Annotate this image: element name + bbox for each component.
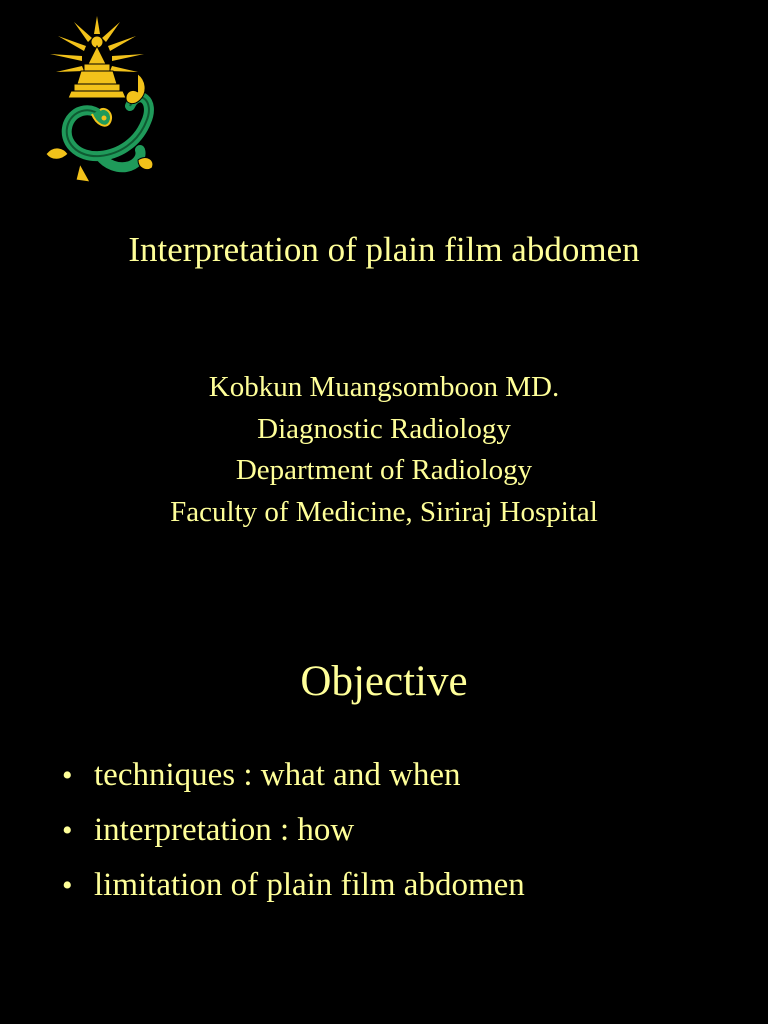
bullet-icon: • xyxy=(62,869,73,902)
presentation-title: Interpretation of plain film abdomen xyxy=(128,230,640,269)
objective-item-text: limitation of plain film abdomen xyxy=(94,867,525,903)
author-name: Kobkun Muangsomboon MD. xyxy=(208,371,560,403)
list-item xyxy=(62,803,742,858)
author-affiliation-block xyxy=(0,367,768,533)
author-department: Department of Radiology xyxy=(235,454,533,486)
list-item xyxy=(62,858,742,913)
bullet-icon: • xyxy=(62,759,73,792)
siriraj-emblem-icon xyxy=(34,14,160,186)
objective-heading: Objective xyxy=(300,658,468,705)
author-division: Diagnostic Radiology xyxy=(257,412,511,445)
objective-item-text: techniques : what and when xyxy=(94,757,461,793)
author-institution: Faculty of Medicine, Siriraj Hospital xyxy=(170,495,598,528)
objective-list xyxy=(62,748,742,913)
bullet-icon: • xyxy=(62,814,73,847)
objective-item-text: interpretation : how xyxy=(94,812,355,848)
list-item xyxy=(62,748,742,803)
